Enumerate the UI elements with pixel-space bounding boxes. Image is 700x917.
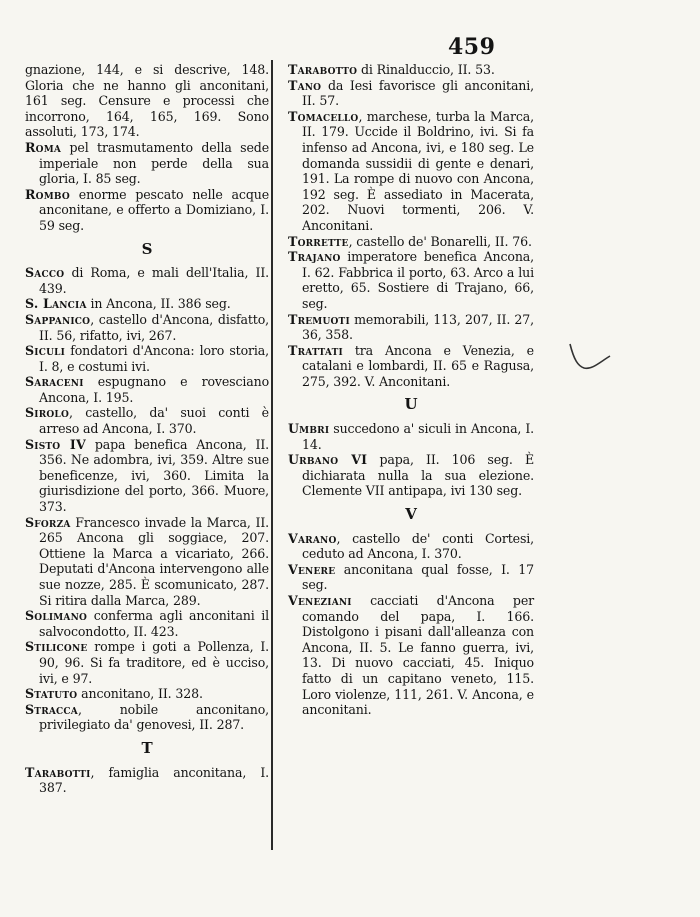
- section-letter: T: [141, 738, 153, 757]
- entry-heading: Tarabotto: [288, 62, 358, 77]
- index-column-left: [25, 62, 269, 796]
- entry-text: conferma agli anconitani il salvocondotto, II. 423.: [39, 608, 269, 639]
- entry-text: Francesco invade la Marca, II. 265 Ancona gli soggiace, 207. Ottiene la Marca a vicariato, 266. Deputati d'Ancona intervengono alle sue nozze, 285. È scomunicato, 287. Si ritira dalla Marca, 289.: [39, 514, 269, 608]
- entry-heading: Sappanico: [25, 311, 91, 327]
- index-entry: [288, 562, 534, 593]
- index-entry: [288, 312, 534, 343]
- entry-text: anconitano, II. 328.: [77, 686, 203, 702]
- entry-heading: Tomacello: [288, 108, 359, 124]
- index-column-right: [288, 62, 534, 718]
- index-entry: [288, 234, 534, 250]
- entry-heading: Tremuoti: [288, 311, 350, 327]
- index-entry: [288, 531, 534, 562]
- entry-heading: Sirolo: [25, 405, 69, 421]
- index-entry: [25, 265, 269, 296]
- entry-heading: Sforza: [25, 514, 71, 530]
- entry-text: anconitana qual fosse, I. 17 seg.: [302, 561, 534, 593]
- entry-heading: Venere: [288, 561, 336, 577]
- index-entry: [25, 639, 269, 686]
- index-entry: [25, 405, 269, 436]
- entry-text: rompe i goti a Pollenza, I. 90, 96. Si fa traditore, ed è ucciso, ivi, e 97.: [39, 639, 269, 686]
- column-rule: [271, 60, 273, 850]
- index-entry: [25, 62, 269, 140]
- index-entry: [288, 421, 534, 452]
- entry-text: da Iesi favorisce gli anconitani, II. 57.: [302, 77, 534, 109]
- index-entry: [288, 452, 534, 499]
- entry-heading: Tarabotti: [25, 764, 91, 780]
- index-entry: [25, 437, 269, 515]
- entry-heading: Urbano VI: [288, 452, 368, 468]
- margin-mark: [568, 342, 612, 382]
- index-entry: [25, 343, 269, 374]
- entry-heading: Solimano: [25, 608, 88, 624]
- entry-heading: Trajano: [288, 249, 341, 265]
- index-entry: [25, 312, 269, 343]
- entry-heading: Sisto IV: [25, 436, 86, 452]
- index-entry: [288, 78, 534, 109]
- index-entry: [288, 62, 534, 78]
- entry-heading: S. Lancia: [25, 296, 87, 312]
- index-entry: [288, 249, 534, 311]
- index-entry: [25, 702, 269, 733]
- index-entry: [25, 765, 269, 796]
- entry-text: , castello, da' suoi conti è arreso ad Ancona, I. 370.: [39, 405, 269, 437]
- entry-heading: Saraceni: [25, 374, 84, 390]
- entry-heading: Stracca: [25, 701, 78, 717]
- index-entry: [25, 140, 269, 187]
- entry-text: espugnano e rovesciano Ancona, I. 195.: [39, 374, 269, 405]
- section-letter: U: [404, 395, 418, 414]
- entry-heading: Umbri: [288, 421, 330, 437]
- entry-text: , castello d'Ancona, disfatto, II. 56, rifatto, ivi, 267.: [39, 311, 269, 343]
- entry-heading: Tano: [288, 77, 322, 93]
- index-entry: [288, 343, 534, 390]
- entry-heading: Veneziani: [288, 593, 352, 608]
- index-entry: [288, 593, 534, 718]
- index-entry: [25, 374, 269, 405]
- entry-heading: Varano: [288, 530, 337, 546]
- entry-text: enorme pescato nelle acque anconitane, e offerto a Domiziano, I. 59 seg.: [39, 186, 269, 233]
- entry-text: papa benefica Ancona, II. 356. Ne adombra, ivi, 359. Altre sue beneficenze, ivi, 360. Limita la giurisdizione del porto, 366. Muore, 373.: [39, 436, 269, 515]
- page-number: 459: [448, 34, 496, 60]
- entry-text: gnazione, 144, e si descrive, 148. Gloria che ne hanno gli anconitani, 161 seg. Censure e processi che incorrono, 164, 165, 169. Sono assoluti, 173, 174.: [25, 62, 269, 140]
- entry-heading: Siculi: [25, 343, 66, 359]
- entry-text: papa, II. 106 seg. È dichiarata nulla la sua elezione. Clemente VII antipapa, ivi 130 seg.: [302, 452, 534, 499]
- entry-text: , famiglia anconitana, I. 387.: [39, 764, 269, 796]
- entry-text: succedono a' siculi in Ancona, I. 14.: [302, 421, 534, 452]
- index-entry: [25, 608, 269, 639]
- entry-heading: Rombo: [25, 186, 70, 202]
- section-letter: S: [141, 239, 153, 258]
- entry-text: fondatori d'Ancona: loro storia, I. 8, e costumi ivi.: [39, 343, 269, 374]
- entry-text: , castello de' Bonarelli, II. 76.: [348, 233, 532, 249]
- entry-text: di Roma, e mali dell'Italia, II. 439.: [39, 265, 269, 296]
- entry-text: di Rinalduccio, II. 53.: [357, 62, 495, 77]
- entry-text: , castello de' conti Cortesi, ceduto ad Ancona, I. 370.: [302, 530, 534, 562]
- entry-text: , nobile anconitano, privilegiato da' genovesi, II. 287.: [39, 701, 269, 733]
- entry-text: imperatore benefica Ancona, I. 62. Fabbrica il porto, 63. Arco a lui eretto, 65. Sostiere di Trajano, 66, seg.: [302, 249, 534, 311]
- entry-heading: Sacco: [25, 265, 65, 281]
- entry-text: in Ancona, II. 386 seg.: [86, 296, 231, 312]
- entry-text: cacciati d'Ancona per comando del papa, I. 166. Distolgono i pisani dall'alleanza con Ancona, II. 5. Le fanno guerra, ivi, 13. Di nuovo cacciati, 45. Iniquo fatto di un capitano veneto, 115. Loro violenze, 111, 261. V. Ancona, e anconitani.: [302, 593, 534, 718]
- entry-heading: Stilicone: [25, 639, 88, 655]
- index-entry: [25, 515, 269, 609]
- entry-text: tra Ancona e Venezia, e catalani e lombardi, II. 65 e Ragusa, 275, 392. V. Anconitani.: [302, 342, 534, 389]
- index-entry: [25, 296, 269, 312]
- entry-text: pel trasmutamento della sede imperiale non perde della sua gloria, I. 85 seg.: [39, 139, 269, 187]
- entry-text: memorabili, 113, 207, II. 27, 36, 358.: [302, 311, 534, 343]
- entry-heading: Torrette: [288, 233, 349, 249]
- entry-text: , marchese, turba la Marca, II. 179. Uccide il Boldrino, ivi. Si fa infenso ad Ancona, ivi, e 180 seg. Le domanda sussidii di gente e denari, 191. La rompe di nuovo con Ancona, 192 seg. È assediato in Macerata, 202. Nuovi tormenti, 206. V. Anconitani.: [302, 108, 534, 233]
- entry-heading: Trattati: [288, 342, 343, 358]
- entry-heading: Roma: [25, 139, 62, 155]
- index-entry: [288, 109, 534, 234]
- section-letter: V: [405, 505, 417, 524]
- index-entry: [25, 187, 269, 234]
- index-entry: [25, 686, 269, 702]
- entry-heading: Statuto: [25, 686, 78, 702]
